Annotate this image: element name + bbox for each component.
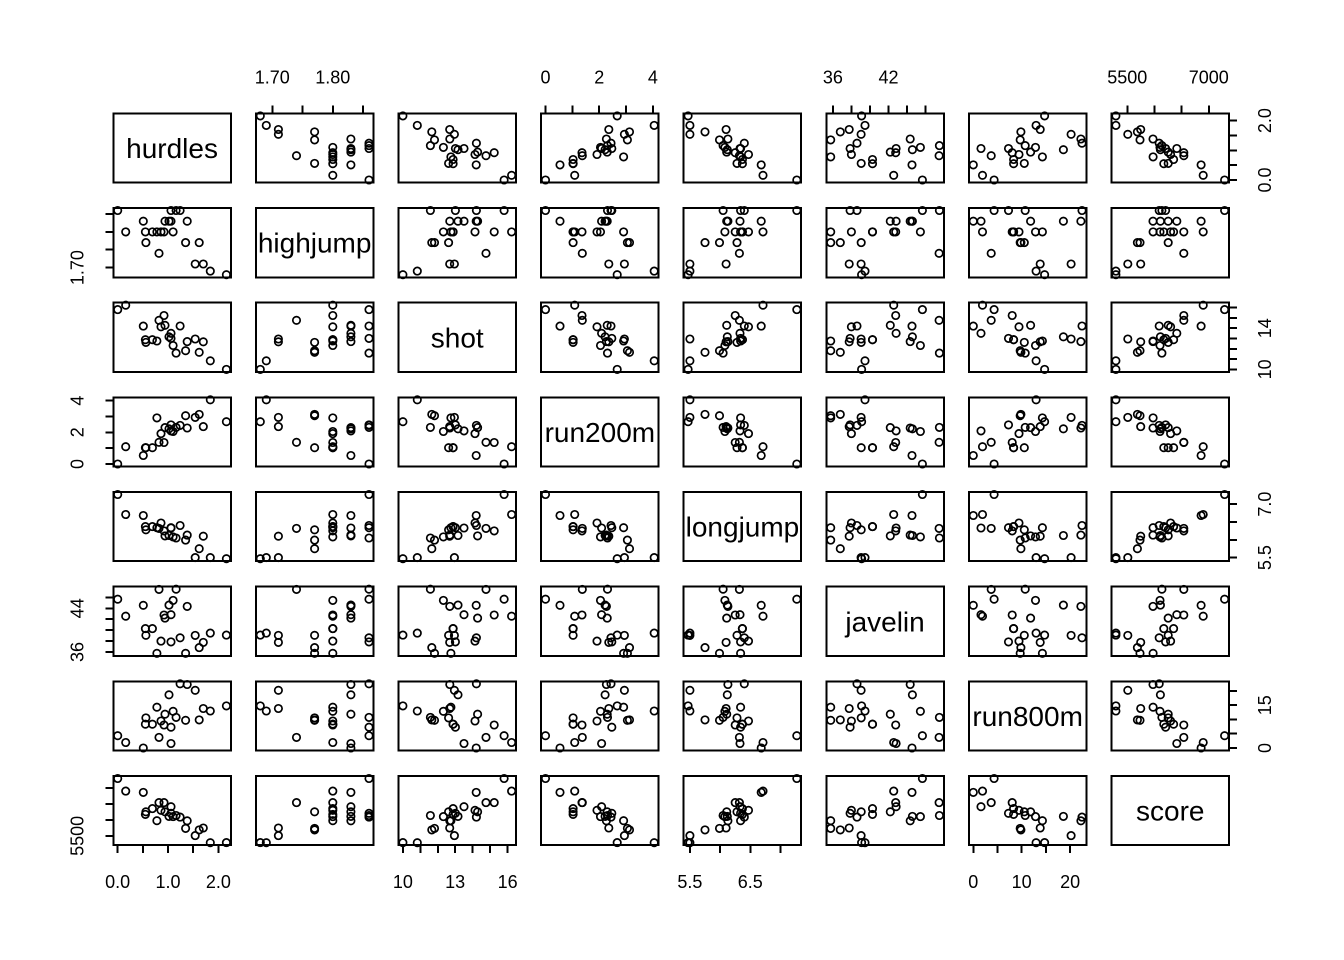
panel-frame (256, 303, 374, 372)
panel-run200m-vs-longjump (684, 396, 802, 468)
axis-run800m-right (1229, 691, 1275, 753)
tick-label-shot-14: 14 (1255, 318, 1275, 339)
panel-frame (1112, 113, 1230, 182)
panel-hurdles-vs-run200m (541, 112, 659, 183)
tick-label-score-7000: 7000 (1188, 67, 1229, 88)
panel-highjump-vs-shot (399, 207, 517, 279)
variable-label-run800m: run800m (972, 700, 1083, 732)
panel-run200m-vs-run200m (541, 397, 659, 466)
panel-score-vs-run200m (541, 775, 659, 847)
panel-javelin-vs-run200m (541, 586, 659, 658)
variable-label-score: score (1136, 795, 1205, 827)
panel-highjump-vs-run200m (541, 207, 659, 279)
axis-score-left (67, 788, 113, 856)
axis-longjump-right (1229, 492, 1275, 571)
panel-hurdles-vs-score (1112, 112, 1230, 183)
axis-run200m-top (540, 67, 657, 113)
variable-label-javelin: javelin (845, 606, 925, 638)
panel-highjump-vs-highjump (256, 208, 374, 277)
panel-score-vs-shot (399, 775, 517, 847)
panel-frame (256, 113, 374, 182)
tick-label-run200m-2: 2 (67, 427, 88, 438)
panel-frame (826, 397, 944, 466)
tick-label-hurdles-0.0: 0.0 (1255, 167, 1275, 193)
axis-run800m-bottom (968, 845, 1080, 892)
panel-highjump-vs-javelin (826, 207, 944, 279)
tick-label-highjump-1.70: 1.70 (254, 67, 290, 88)
tick-label-run200m-0: 0 (67, 458, 88, 470)
panel-longjump-vs-score (1112, 491, 1230, 563)
tick-label-run800m-0: 0 (968, 872, 979, 893)
panel-javelin-vs-run800m (969, 586, 1087, 658)
tick-label-run800m-0: 0 (1255, 742, 1275, 754)
panel-highjump-vs-run800m (969, 207, 1087, 279)
tick-label-highjump-1.80: 1.80 (315, 67, 351, 88)
panel-frame (256, 587, 374, 656)
axis-highjump-top (255, 67, 363, 113)
panel-frame (256, 397, 374, 466)
variable-label-longjump: longjump (685, 511, 800, 543)
panel-shot-vs-shot (399, 303, 517, 372)
panel-shot-vs-highjump (256, 302, 374, 374)
panel-frame (969, 397, 1087, 466)
panel-highjump-vs-hurdles (113, 207, 231, 279)
axis-shot-bottom (393, 845, 518, 892)
tick-label-shot-16: 16 (497, 872, 518, 893)
panel-run200m-vs-run800m (969, 396, 1087, 468)
panel-run200m-vs-shot (399, 396, 517, 468)
variable-label-highjump: highjump (257, 227, 372, 259)
axis-javelin-top (823, 67, 926, 113)
panel-hurdles-vs-shot (399, 112, 517, 183)
panel-shot-vs-run200m (541, 302, 659, 374)
panel-javelin-vs-score (1112, 586, 1230, 658)
axis-run200m-left (67, 396, 113, 469)
panel-run800m-vs-score (1112, 680, 1230, 752)
panel-javelin-vs-highjump (256, 586, 374, 658)
panel-frame (1112, 397, 1230, 466)
panel-frame (113, 492, 231, 561)
panel-frame (826, 113, 944, 182)
panel-frame (399, 113, 517, 182)
axis-longjump-bottom (677, 845, 780, 892)
panel-run800m-vs-hurdles (113, 680, 231, 752)
axis-score-top (1107, 67, 1229, 113)
tick-label-hurdles-0.0: 0.0 (105, 872, 131, 893)
tick-label-run200m-2: 2 (594, 67, 605, 88)
panel-hurdles-vs-javelin (826, 112, 944, 183)
panel-longjump-vs-run200m (541, 491, 659, 563)
panel-javelin-vs-hurdles (113, 586, 231, 658)
panel-frame (826, 776, 944, 845)
tick-label-shot-13: 13 (445, 872, 466, 893)
tick-label-longjump-6.5: 6.5 (737, 872, 763, 893)
tick-label-run800m-15: 15 (1255, 695, 1275, 716)
axis-javelin-left (67, 597, 113, 662)
panel-score-vs-hurdles (113, 775, 231, 847)
tick-label-shot-10: 10 (1255, 359, 1275, 380)
panel-longjump-vs-javelin (826, 491, 944, 563)
panel-run800m-vs-run800m (969, 681, 1087, 750)
panel-run200m-vs-score (1112, 396, 1230, 468)
panel-highjump-vs-longjump (684, 207, 802, 279)
tick-label-longjump-5.5: 5.5 (677, 872, 703, 893)
panel-javelin-vs-longjump (684, 586, 802, 658)
tick-label-run800m-10: 10 (1011, 872, 1032, 893)
panel-score-vs-longjump (684, 775, 802, 847)
panel-run200m-vs-highjump (256, 396, 374, 468)
panel-shot-vs-run800m (969, 302, 1087, 374)
axis-hurdles-right (1229, 108, 1275, 192)
panel-run200m-vs-hurdles (113, 396, 231, 468)
tick-label-run200m-4: 4 (647, 67, 658, 88)
panel-longjump-vs-run800m (969, 491, 1087, 563)
tick-label-javelin-42: 42 (878, 67, 899, 88)
panel-run200m-vs-javelin (826, 396, 944, 468)
panel-longjump-vs-hurdles (113, 491, 231, 563)
panel-run800m-vs-highjump (256, 680, 374, 752)
variable-label-run200m: run200m (544, 416, 656, 448)
panel-run800m-vs-shot (399, 680, 517, 752)
tick-label-hurdles-2.0: 2.0 (1255, 108, 1275, 134)
panel-score-vs-javelin (826, 775, 944, 847)
panel-highjump-vs-score (1112, 207, 1230, 279)
tick-label-longjump-5.5: 5.5 (1255, 545, 1275, 571)
panel-shot-vs-score (1112, 302, 1230, 374)
panel-frame (684, 397, 802, 466)
panel-frame (541, 492, 659, 561)
tick-label-run200m-0: 0 (540, 67, 551, 88)
panel-frame (256, 776, 374, 845)
panel-score-vs-run800m (969, 775, 1087, 847)
tick-label-score-5500: 5500 (67, 815, 88, 856)
panel-run800m-vs-run200m (541, 680, 659, 752)
tick-label-shot-10: 10 (392, 872, 413, 893)
panel-longjump-vs-highjump (256, 491, 374, 563)
panel-run800m-vs-javelin (826, 680, 944, 752)
panel-frame (541, 113, 659, 182)
panel-frame (684, 113, 802, 182)
panel-hurdles-vs-run800m (969, 112, 1087, 183)
tick-label-hurdles-2.0: 2.0 (205, 872, 231, 893)
panel-hurdles-vs-hurdles (113, 113, 231, 182)
panel-longjump-vs-shot (399, 491, 517, 563)
variable-label-shot: shot (430, 322, 484, 354)
axis-shot-right (1229, 308, 1275, 380)
tick-label-javelin-36: 36 (67, 641, 88, 663)
tick-label-javelin-44: 44 (67, 598, 88, 619)
panel-run800m-vs-longjump (684, 680, 802, 752)
panel-hurdles-vs-longjump (684, 112, 802, 183)
tick-label-run200m-4: 4 (67, 395, 88, 406)
tick-label-highjump-1.70: 1.70 (67, 250, 88, 286)
axis-highjump-left (67, 214, 113, 285)
panel-longjump-vs-longjump (684, 492, 802, 561)
panel-score-vs-highjump (256, 775, 374, 847)
tick-label-longjump-7.0: 7.0 (1255, 491, 1275, 517)
panel-shot-vs-javelin (826, 302, 944, 374)
panel-frame (826, 303, 944, 372)
panel-javelin-vs-shot (399, 586, 517, 658)
panel-shot-vs-hurdles (113, 302, 231, 374)
panel-frame (969, 492, 1087, 561)
variable-label-hurdles: hurdles (126, 132, 218, 164)
panel-javelin-vs-javelin (826, 587, 944, 656)
tick-label-run800m-20: 20 (1060, 872, 1081, 893)
panel-frame (826, 681, 944, 750)
tick-label-javelin-36: 36 (822, 67, 843, 88)
panel-score-vs-score (1112, 776, 1230, 845)
tick-label-hurdles-1.0: 1.0 (155, 872, 181, 893)
panel-shot-vs-longjump (684, 302, 802, 374)
panel-hurdles-vs-highjump (256, 112, 374, 183)
axis-hurdles-bottom (105, 845, 231, 892)
tick-label-score-5500: 5500 (1107, 67, 1148, 88)
